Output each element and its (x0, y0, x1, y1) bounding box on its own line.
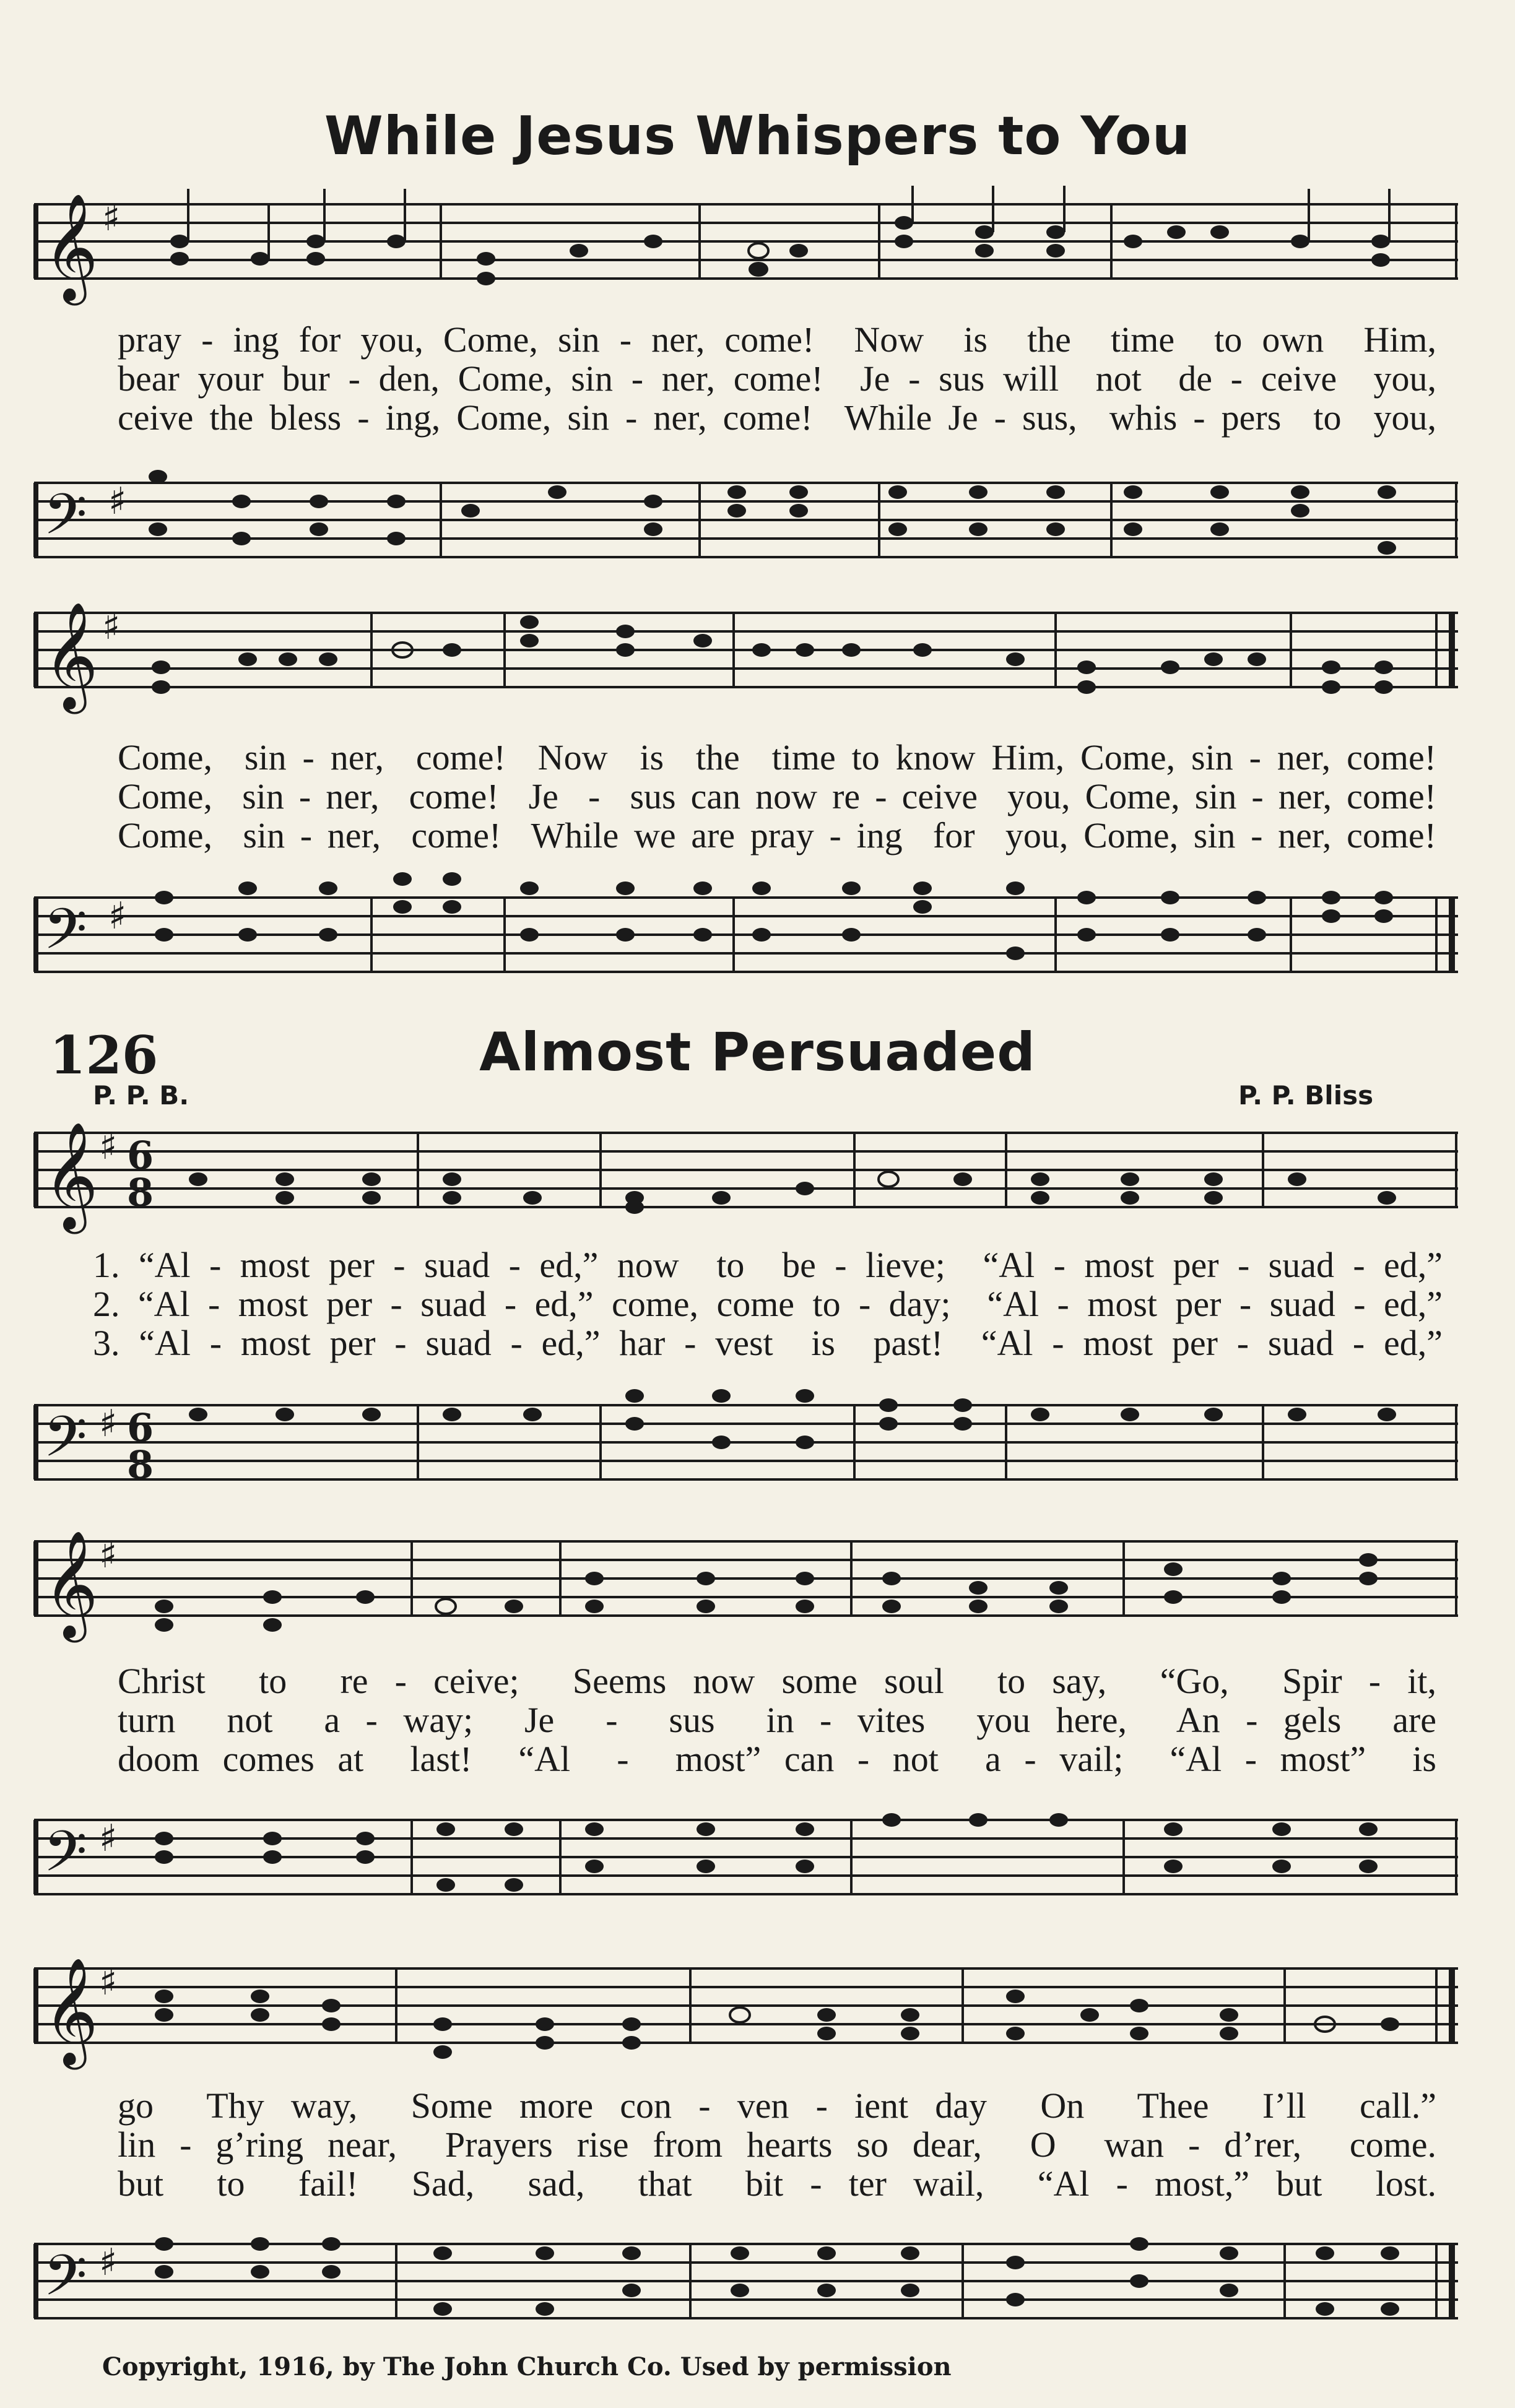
svg-text:𝄞: 𝄞 (43, 1530, 98, 1638)
svg-text:𝄞: 𝄞 (43, 1122, 98, 1229)
lyric-line: Christ to re - ceive; Seems now some soul to say, “Go, Spir - it, (118, 1661, 1436, 1701)
bass-staff-4 (0, 1783, 1515, 1919)
treble-staff-3 (0, 1114, 1515, 1238)
treble-staff-5 (0, 1950, 1515, 2074)
lyric-line: Come, sin - ner, come! Now is the time to know Him, Come, sin - ner, come! (118, 737, 1436, 777)
svg-text:6: 6 (127, 1133, 154, 1178)
bass-staff-5 (0, 2207, 1515, 2343)
svg-text:♯: ♯ (99, 1960, 118, 2004)
svg-text:𝄢: 𝄢 (43, 1819, 87, 1898)
svg-text:6: 6 (127, 1405, 154, 1450)
svg-text:♯: ♯ (108, 894, 127, 938)
svg-text:♯: ♯ (102, 605, 121, 648)
lyric-line: but to fail! Sad, sad, that bit - ter wail, “Al - most,” but lost. (118, 2163, 1436, 2204)
lyric-line: lin - g’ring near, Prayers rise from hearts so dear, O wan - d’rer, come. (118, 2124, 1436, 2165)
words-credit: P. P. B. (93, 1080, 189, 1111)
lyric-line: 2. “Al - most per - suad - ed,” come, come to - day; “Al - most per - suad - ed,” (93, 1284, 1443, 1324)
svg-text:𝄞: 𝄞 (43, 602, 98, 709)
lyric-line: 1. “Al - most per - suad - ed,” now to be - lieve; “Al - most per - suad - ed,” (93, 1245, 1443, 1285)
lyric-line: ceive the bless - ing, Come, sin - ner, come! While Je - sus, whis - pers to you, (118, 397, 1436, 438)
svg-text:♯: ♯ (99, 1125, 118, 1168)
svg-text:𝄢: 𝄢 (43, 482, 87, 561)
lyric-line: Come, sin - ner, come! While we are pray - ing for you, Come, sin - ner, come! (118, 815, 1436, 855)
lyric-line: doom comes at last! “Al - most” can - not a - vail; “Al - most” is (118, 1739, 1436, 1779)
bass-staff-2 (0, 860, 1515, 997)
bass-staff-3 (0, 1368, 1515, 1504)
hymn-title-1: While Jesus Whispers to You (324, 105, 1191, 167)
lyric-line: turn not a - way; Je - sus in - vites you here, An - gels are (118, 1700, 1436, 1740)
svg-text:𝄞: 𝄞 (43, 1957, 98, 2065)
lyric-line: go Thy way, Some more con - ven - ient day On Thee I’ll call.” (118, 2085, 1436, 2126)
music-credit: P. P. Bliss (1238, 1080, 1374, 1111)
treble-staff-4 (0, 1523, 1515, 1647)
svg-text:𝄞: 𝄞 (43, 193, 98, 301)
svg-text:♯: ♯ (99, 1817, 118, 1860)
svg-text:8: 8 (127, 1170, 154, 1215)
svg-text:♯: ♯ (99, 1402, 118, 1445)
treble-staff-2 (0, 594, 1515, 718)
svg-text:♯: ♯ (108, 480, 127, 523)
hymn-title-2: Almost Persuaded (479, 1021, 1036, 1083)
svg-text:8: 8 (127, 1442, 154, 1488)
lyric-line: bear your bur - den, Come, sin - ner, come! Je - sus will not de - ceive you, (118, 358, 1436, 399)
svg-text:♯: ♯ (102, 196, 121, 240)
treble-staff-1 (0, 186, 1515, 310)
lyric-line: Come, sin - ner, come! Je - sus can now re - ceive you, Come, sin - ner, come! (118, 776, 1436, 816)
lyric-line: pray - ing for you, Come, sin - ner, come! Now is the time to own Him, (118, 319, 1436, 360)
lyric-line: 3. “Al - most per - suad - ed,” har - vest is past! “Al - most per - suad - ed,” (93, 1323, 1443, 1363)
svg-text:𝄢: 𝄢 (43, 2243, 87, 2322)
svg-text:♯: ♯ (99, 1533, 118, 1577)
svg-text:𝄢: 𝄢 (43, 1404, 87, 1483)
copyright-footer: Copyright, 1916, by The John Church Co. Used by permission (102, 2352, 952, 2381)
svg-text:♯: ♯ (99, 2241, 118, 2284)
hymn-number: 126 (50, 1024, 158, 1086)
bass-staff-1 (0, 446, 1515, 582)
svg-text:𝄢: 𝄢 (43, 896, 87, 976)
